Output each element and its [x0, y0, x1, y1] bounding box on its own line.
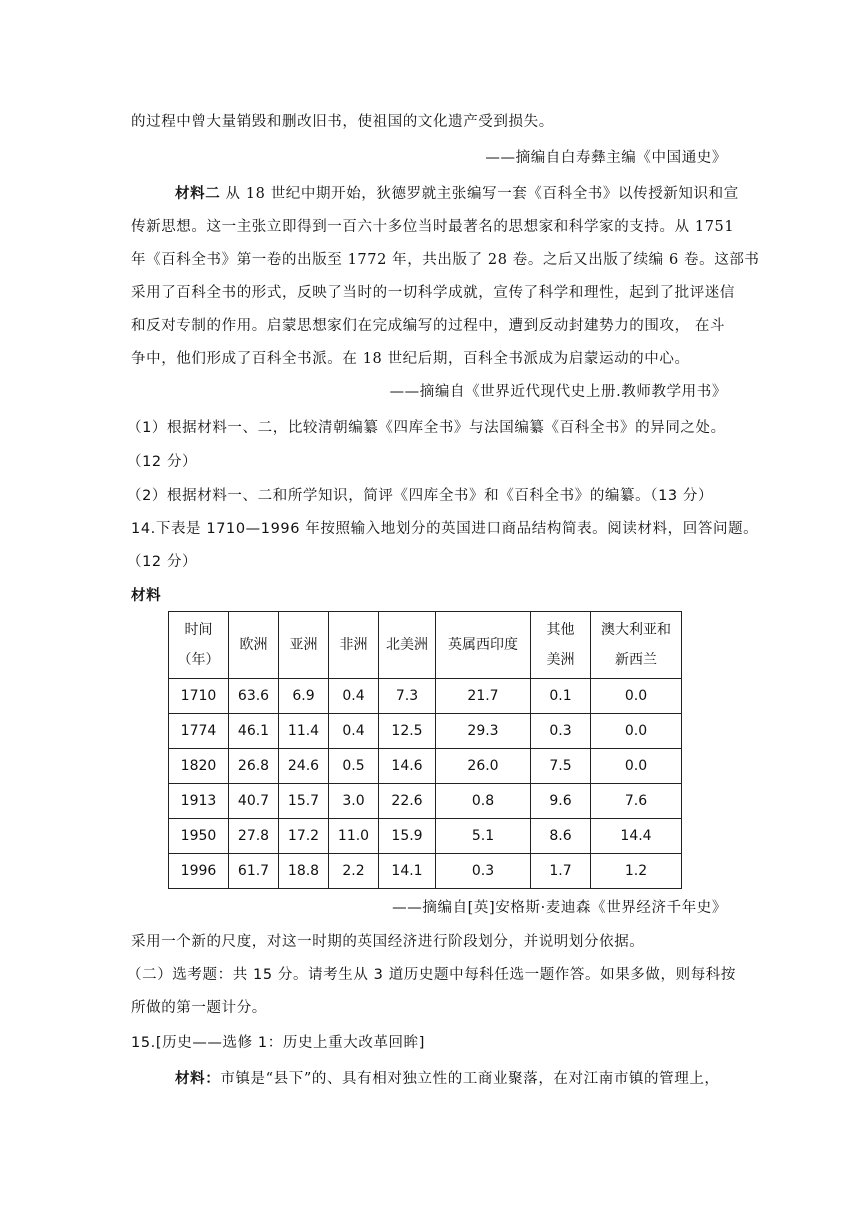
table-header-cell [329, 612, 379, 679]
table-row [169, 854, 682, 889]
value-cell: 29.3 [436, 714, 531, 749]
source-citation: ——摘编自《世界近代现代史上册.教师教学用书》 [389, 384, 727, 400]
year-cell: 1710 [169, 679, 229, 714]
value-cell: 9.6 [531, 784, 591, 819]
value-cell: 2.2 [329, 854, 379, 889]
value-cell: 15.7 [279, 784, 329, 819]
value-cell: 6.9 [279, 679, 329, 714]
value-cell: 61.7 [229, 854, 279, 889]
year-cell: 1774 [169, 714, 229, 749]
table-header-cell [379, 612, 436, 679]
value-cell: 14.4 [591, 819, 682, 854]
question-14: 14.下表是 1710—1996 年按照输入地划分的英国进口商品结构简表。阅读材料，回答问题。 [131, 521, 759, 537]
value-cell: 40.7 [229, 784, 279, 819]
value-cell: 0.0 [591, 749, 682, 784]
paragraph-line: 和反对专制的作用。启蒙思想家们在完成编写的过程中，遭到反动封建势力的围攻， 在斗 [131, 318, 726, 334]
table-header-cell [591, 612, 682, 679]
value-cell: 0.5 [329, 749, 379, 784]
question-14-task: 采用一个新的尺度，对这一时期的英国经济进行阶段划分，并说明划分依据。 [131, 934, 645, 950]
section-two-instructions-cont: 所做的第一题计分。 [131, 1000, 267, 1016]
table-header-cell [279, 612, 329, 679]
table-header-cell [436, 612, 531, 679]
value-cell: 17.2 [279, 819, 329, 854]
header-text: 美洲 [546, 652, 575, 668]
value-cell: 11.4 [279, 714, 329, 749]
value-cell: 0.1 [531, 679, 591, 714]
value-cell: 26.0 [436, 749, 531, 784]
value-cell: 11.0 [329, 819, 379, 854]
header-text: 亚洲 [289, 637, 318, 653]
value-cell: 5.1 [436, 819, 531, 854]
header-text: 非洲 [339, 637, 368, 653]
table-row [169, 784, 682, 819]
import-structure-table [168, 611, 682, 889]
year-cell: 1820 [169, 749, 229, 784]
header-text: 新西兰 [615, 652, 657, 668]
header-text: 北美洲 [386, 637, 428, 653]
value-cell: 1.7 [531, 854, 591, 889]
table-row [169, 819, 682, 854]
value-cell: 0.3 [436, 854, 531, 889]
header-text: 时间 [184, 622, 213, 638]
value-cell: 24.6 [279, 749, 329, 784]
header-text: （年） [177, 652, 220, 668]
value-cell: 0.0 [591, 679, 682, 714]
question-15-material-label: 材料： [175, 1070, 221, 1087]
paragraph-line: 年《百科全书》第一卷的出版至 1772 年，共出版了 28 卷。之后又出版了续编 6 卷。这部书 [131, 252, 760, 268]
question-15-material [175, 1067, 775, 1088]
table-header-cell [169, 612, 229, 679]
table-row [169, 679, 682, 714]
material-two-label: 材料二 [175, 185, 221, 202]
value-cell: 1.2 [591, 854, 682, 889]
value-cell: 26.8 [229, 749, 279, 784]
value-cell: 27.8 [229, 819, 279, 854]
year-cell: 1996 [169, 854, 229, 889]
material-two-text: 从 18 世纪中期开始，狄德罗就主张编写一套《百科全书》以传授新知识和宣 [225, 186, 739, 202]
value-cell: 7.6 [591, 784, 682, 819]
value-cell: 14.1 [379, 854, 436, 889]
question-14-score: （12 分） [127, 554, 198, 570]
source-citation: ——摘编自白寿彝主编《中国通史》 [485, 150, 727, 166]
header-text: 澳大利亚和 [601, 622, 671, 638]
year-cell: 1913 [169, 784, 229, 819]
material-two-line [175, 182, 775, 203]
year-cell: 1950 [169, 819, 229, 854]
value-cell: 21.7 [436, 679, 531, 714]
question-1: （1）根据材料一、二，比较清朝编纂《四库全书》与法国编纂《百科全书》的异同之处。 [127, 420, 726, 436]
paragraph-line: 争中，他们形成了百科全书派。在 18 世纪后期，百科全书派成为启蒙运动的中心。 [131, 351, 690, 367]
value-cell: 18.8 [279, 854, 329, 889]
value-cell: 8.6 [531, 819, 591, 854]
paragraph-line: 采用了百科全书的形式，反映了当时的一切科学成就，宣传了科学和理性，起到了批评迷信 [131, 285, 735, 301]
value-cell: 0.3 [531, 714, 591, 749]
section-two-instructions: （二）选考题：共 15 分。请考生从 3 道历史题中每科任选一题作答。如果多做，则每科按 [127, 967, 737, 983]
value-cell: 46.1 [229, 714, 279, 749]
question-15-title: 15.[历史——选修 1：历史上重大改革回眸] [131, 1035, 426, 1051]
table-header-cell [229, 612, 279, 679]
header-text: 其他 [546, 622, 575, 638]
value-cell: 0.0 [591, 714, 682, 749]
value-cell: 15.9 [379, 819, 436, 854]
value-cell: 7.3 [379, 679, 436, 714]
value-cell: 0.4 [329, 714, 379, 749]
question-2: （2）根据材料一、二和所学知识，简评《四库全书》和《百科全书》的编纂。（13 分） [127, 488, 714, 504]
table-row [169, 714, 682, 749]
value-cell: 0.8 [436, 784, 531, 819]
source-citation: ——摘编自[英]安格斯·麦迪森《世界经济千年史》 [392, 900, 727, 916]
paragraph-line: 传新思想。这一主张立即得到一百六十多位当时最著名的思想家和科学家的支持。从 1751 [131, 219, 735, 235]
value-cell: 3.0 [329, 784, 379, 819]
value-cell: 7.5 [531, 749, 591, 784]
value-cell: 12.5 [379, 714, 436, 749]
question-1-score: （12 分） [127, 454, 198, 470]
header-text: 欧洲 [239, 637, 268, 653]
value-cell: 14.6 [379, 749, 436, 784]
paragraph-line: 的过程中曾大量销毁和删改旧书，使祖国的文化遗产受到损失。 [131, 114, 554, 130]
question-15-material-text: 市镇是“县下”的、具有相对独立性的工商业聚落，在对江南市镇的管理上， [220, 1071, 720, 1087]
value-cell: 63.6 [229, 679, 279, 714]
table-header-row [169, 612, 682, 679]
value-cell: 22.6 [379, 784, 436, 819]
value-cell: 0.4 [329, 679, 379, 714]
header-text: 英属西印度 [448, 637, 518, 653]
material-label: 材料 [131, 588, 162, 604]
table-row [169, 749, 682, 784]
table-header-cell [531, 612, 591, 679]
